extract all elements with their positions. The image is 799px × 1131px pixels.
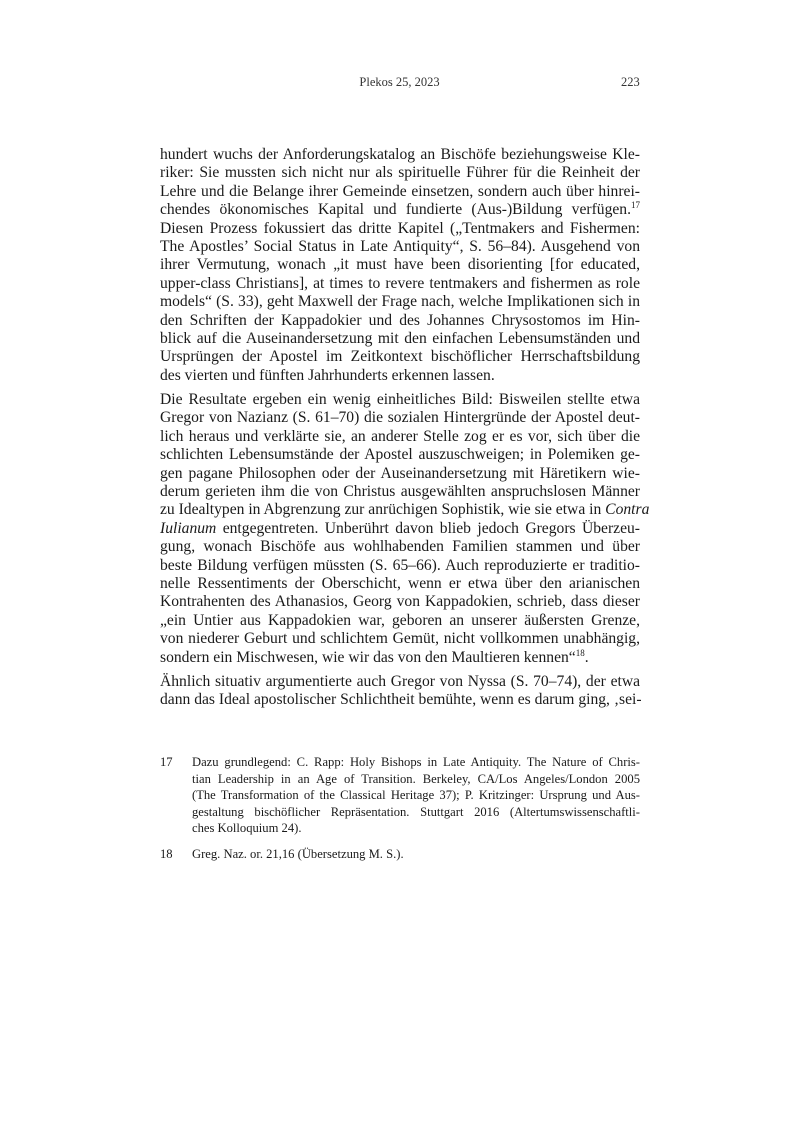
text-segment[interactable]: gen pagane Philosophen oder der Auseinandersetzung mit Häretikern wie- (160, 464, 640, 482)
text-line (160, 501, 650, 519)
footnote-text (192, 754, 640, 837)
text-line (160, 330, 640, 348)
text-line (160, 557, 640, 575)
text-segment[interactable]: Lehre und die Belange ihrer Gemeinde einsetzen, sondern auch über hinrei- (160, 182, 640, 200)
text-line (160, 630, 640, 648)
text-line (160, 220, 640, 238)
text-line (160, 312, 640, 330)
text-segment[interactable]: „ein Untier aus Kappadokien war, geboren an unserer äußersten Grenze, (160, 611, 640, 629)
footnote-text (192, 846, 640, 863)
text-segment[interactable]: hundert wuchs der Anforderungskatalog an Bischöfe beziehungsweise Kle- (160, 146, 640, 163)
text-segment[interactable]: (The Transformation of the Classical Heritage 37); P. Kritzinger: Ursprung und Aus- (192, 788, 640, 802)
footnotes (160, 754, 640, 871)
text-line (160, 575, 640, 593)
text-line (160, 649, 640, 667)
text-segment[interactable]: sondern ein Mischwesen, wie wir das von den Maultieren kennen“ (160, 648, 576, 666)
text-line (192, 804, 640, 821)
text-line (160, 691, 640, 709)
text-segment[interactable]: . (584, 648, 589, 666)
text-segment[interactable]: Die Resultate ergeben ein wenig einheitliches Bild: Bisweilen stellte etwa (160, 391, 640, 409)
text-segment[interactable]: Gregor von Nazianz (S. 61–70) die sozialen Hintergründe der Apostel deut- (160, 409, 640, 427)
text-segment[interactable]: den Schriften der Kappadokier und des Johannes Chrysostomos im Hin- (160, 311, 640, 329)
text-line (160, 520, 640, 538)
text-line (160, 183, 640, 201)
text-line (160, 146, 640, 164)
text-segment[interactable]: dann das Ideal apostolischer Schlichtheit bemühte, wenn es darum ging, ‚sei- (160, 691, 642, 709)
text-line (160, 256, 640, 274)
text-segment[interactable]: Diesen Prozess fokussiert das dritte Kapitel („Tentmakers and Fishermen: (160, 219, 640, 237)
text-segment[interactable]: beste Bildung verfügen müssten (S. 65–66). Auch reproduzierte er traditio- (160, 556, 640, 574)
text-segment[interactable]: nelle Ressentiments der Oberschicht, wenn er etwa über den arianischen (160, 574, 640, 592)
text-line (192, 846, 640, 863)
text-line (160, 164, 640, 182)
text-segment[interactable]: Ursprüngen der Apostel im Zeitkontext bischöflicher Herrschaftsbildung (160, 348, 640, 366)
running-header-journal: Plekos 25, 2023 (359, 75, 440, 89)
text-segment[interactable]: Ähnlich situativ argumentierte auch Gregor von Nyssa (S. 70–74), der etwa (160, 672, 640, 690)
footnote (160, 754, 640, 837)
text-line (192, 787, 640, 804)
footnote-reference[interactable]: 18 (575, 647, 585, 658)
text-line (160, 238, 640, 256)
italic-title: Iulianum (160, 519, 217, 537)
text-segment[interactable]: ches Kolloquium 24). (192, 821, 302, 835)
text-segment[interactable]: entgegentreten. Unberührt davon blieb jedoch Gregors Überzeu- (216, 519, 640, 537)
text-segment[interactable]: riker: Sie mussten sich nicht nur als spirituelle Führer für die Reinheit der (160, 164, 640, 182)
text-line (160, 465, 640, 483)
text-segment[interactable]: des vierten und fünften Jahrhunderts erkennen lassen. (160, 366, 495, 384)
text-segment[interactable]: tian Leadership in an Age of Transition. Berkeley, CA/Los Angeles/London 2005 (192, 771, 640, 786)
text-line (192, 754, 640, 771)
text-segment[interactable]: models“ (S. 33), geht Maxwell der Frage nach, welche Implikationen sich in (160, 293, 640, 311)
main-text (160, 146, 650, 716)
text-segment[interactable]: Kontrahenten des Athanasios, Georg von Kappadokien, schrieb, dass dieser (160, 593, 640, 611)
footnote-number: 18 (160, 846, 173, 861)
text-segment[interactable]: blick auf die Auseinandersetzung mit den einfachen Lebensumständen und (160, 329, 640, 347)
text-segment[interactable]: The Apostles’ Social Status in Late Antiquity“, S. 56–84). Ausgehend von (160, 237, 640, 255)
text-segment[interactable]: upper-class Christians], at times to revere tentmakers and fishermen as role (160, 274, 640, 292)
text-line (160, 391, 640, 409)
text-line (160, 538, 640, 556)
text-line (160, 612, 640, 630)
text-segment[interactable]: zu Idealtypen in Abgrenzung zur anrüchigen Sophistik, wie sie etwa in (160, 501, 606, 519)
text-segment[interactable]: chendes ökonomisches Kapital und fundierte (Aus-)Bildung verfügen. (160, 201, 631, 219)
footnote-reference[interactable]: 17 (631, 200, 640, 211)
paragraph (160, 673, 640, 710)
page-number: 223 (621, 75, 640, 89)
text-line (160, 201, 640, 219)
text-segment[interactable]: derum gerieten ihm die von Christus ausgewählten anspruchslosen Männer (160, 483, 640, 501)
text-segment[interactable]: Greg. Naz. or. 21,16 (Übersetzung M. S.). (192, 846, 404, 861)
text-line (160, 293, 640, 311)
paragraph (160, 391, 650, 667)
text-line (192, 820, 640, 837)
text-line (192, 771, 640, 788)
paragraph (160, 146, 640, 385)
text-segment[interactable]: schlichten Lebensumstände der Apostel auszuschweigen; in Polemiken ge- (160, 446, 640, 464)
text-line (160, 367, 640, 385)
footnote (160, 846, 640, 863)
text-segment[interactable]: lich heraus und verklärte sie, an anderer Stelle zog er es vor, sich über die (160, 427, 640, 445)
text-segment[interactable]: von niederer Geburt und schlichtem Gemüt, nicht vollkommen unabhängig, (160, 630, 640, 648)
footnote-number: 17 (160, 755, 173, 769)
text-line (160, 275, 640, 293)
text-segment[interactable]: Dazu grundlegend: C. Rapp: Holy Bishops in Late Antiquity. The Nature of Chris- (192, 755, 640, 769)
text-line (160, 483, 640, 501)
text-line (160, 348, 640, 366)
text-line (160, 673, 640, 691)
text-segment[interactable]: gestaltung bischöflicher Repräsentation. Stuttgart 2016 (Altertumswissenschaftli- (192, 804, 640, 819)
text-line (160, 428, 640, 446)
text-line (160, 593, 640, 611)
text-segment[interactable]: ihrer Vermutung, wonach „it must have been disorienting [for educated, (160, 256, 640, 274)
italic-title: Contra (605, 501, 650, 519)
text-segment[interactable]: gung, wonach Bischöfe aus wohlhabenden Familien stammen und über (160, 538, 640, 556)
text-line (160, 446, 640, 464)
text-line (160, 409, 640, 427)
